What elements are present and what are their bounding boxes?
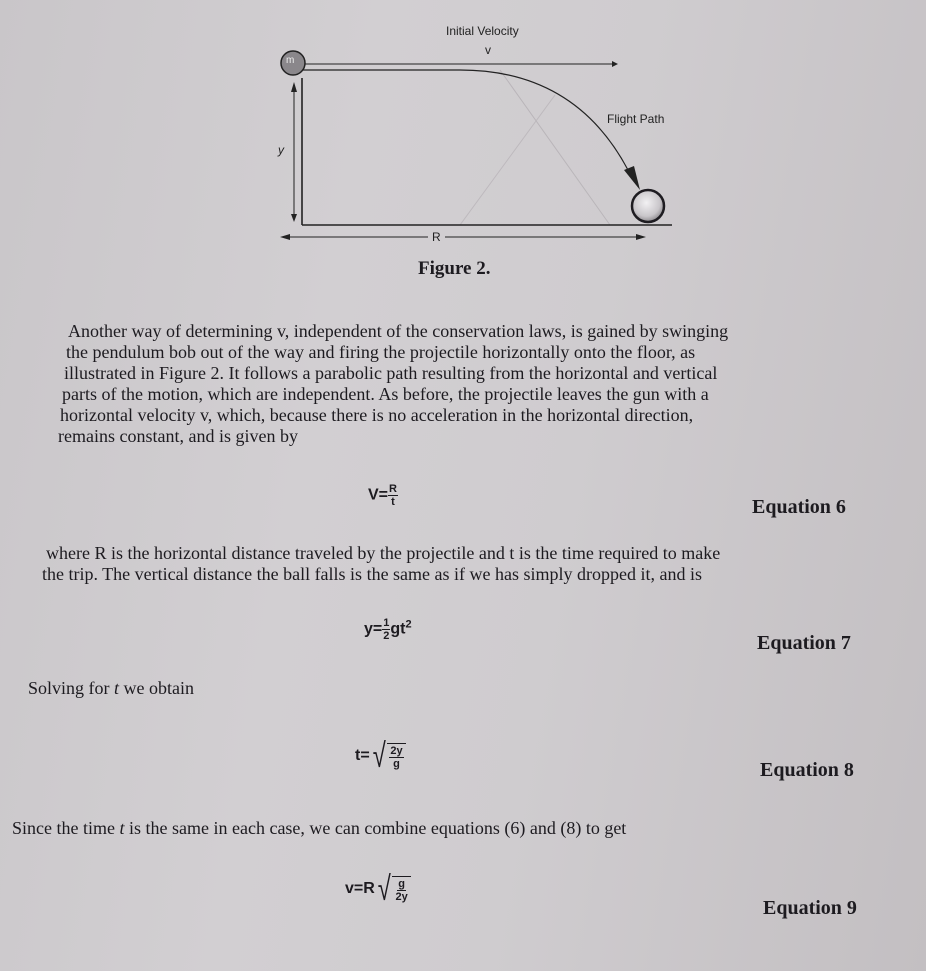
exponent: 2 bbox=[405, 618, 412, 631]
text-line: the pendulum bob out of the way and firing the projectile horizontally onto the floor, as bbox=[66, 342, 696, 362]
fraction-numerator: g bbox=[398, 877, 405, 890]
range-arrow-left-icon bbox=[280, 234, 290, 240]
fraction-denominator: t bbox=[391, 496, 395, 508]
text-line: the trip. The vertical distance the ball falls is the same as if we has simply dropped it, and is bbox=[42, 564, 702, 584]
text-line: horizontal velocity v, which, because there is no acceleration in the horizontal direction, bbox=[60, 405, 694, 425]
velocity-arrowhead-icon bbox=[612, 61, 618, 67]
solving-text bbox=[28, 678, 194, 699]
since-text bbox=[12, 818, 912, 839]
landed-ball-icon bbox=[632, 190, 664, 222]
range-arrow-right-icon bbox=[636, 234, 646, 240]
figure-2 bbox=[0, 0, 926, 290]
equation-8 bbox=[355, 737, 406, 775]
text-line: Another way of determining v, independent of the conservation laws, is gained by swinging bbox=[68, 321, 729, 341]
solving-suffix: we obtain bbox=[119, 678, 195, 698]
square-root bbox=[370, 737, 406, 775]
mass-label: m bbox=[286, 55, 295, 66]
equation-6-label: Equation 6 bbox=[752, 496, 846, 518]
solving-variable: t bbox=[114, 678, 120, 698]
square-root bbox=[375, 870, 411, 908]
text-line: parts of the motion, which are independent. As before, the projectile leaves the gun with a bbox=[62, 384, 709, 404]
equation-6 bbox=[368, 483, 398, 508]
fraction-denominator: 2 bbox=[383, 630, 390, 642]
equation-lhs: V= bbox=[368, 486, 389, 504]
fraction-numerator: 1 bbox=[383, 617, 390, 629]
flight-path-curve bbox=[300, 70, 628, 170]
equation-lhs: v=R bbox=[345, 880, 375, 898]
guide-line bbox=[460, 95, 555, 225]
fraction bbox=[389, 745, 403, 770]
equation-7-label: Equation 7 bbox=[757, 632, 851, 654]
equation-lhs: y= bbox=[364, 620, 383, 638]
height-arrow-down-icon bbox=[291, 214, 297, 222]
equation-rhs: gt bbox=[390, 620, 406, 638]
equation-lhs: t= bbox=[355, 747, 370, 765]
equation-8-label: Equation 8 bbox=[760, 759, 854, 781]
flight-path-label: Flight Path bbox=[607, 112, 665, 126]
radical-icon: √ bbox=[372, 737, 386, 775]
equation-7 bbox=[364, 617, 412, 642]
equation-9-label: Equation 9 bbox=[763, 897, 857, 919]
initial-velocity-label: Initial Velocity bbox=[446, 24, 519, 38]
radical-icon: √ bbox=[377, 870, 391, 908]
since-prefix: Since the time bbox=[12, 818, 120, 838]
fraction-numerator: R bbox=[389, 483, 397, 495]
projectile-diagram bbox=[0, 0, 926, 290]
velocity-symbol: v bbox=[485, 43, 491, 57]
since-suffix: is the same in each case, we can combine equations (6) and (8) to get bbox=[124, 818, 627, 838]
flight-path-arrowhead-icon bbox=[624, 166, 640, 190]
fraction bbox=[394, 878, 408, 903]
height-label: y bbox=[278, 143, 284, 157]
fraction bbox=[388, 483, 398, 508]
text-line: illustrated in Figure 2. It follows a parabolic path resulting from the horizontal and vertical bbox=[64, 363, 718, 383]
paragraph-definitions bbox=[44, 543, 884, 585]
fraction-denominator: g bbox=[393, 757, 400, 770]
since-variable: t bbox=[119, 818, 125, 838]
solving-prefix: Solving for bbox=[28, 678, 115, 698]
range-label: R bbox=[432, 230, 441, 244]
fraction-numerator: 2y bbox=[390, 744, 403, 757]
fraction-denominator: 2y bbox=[395, 890, 408, 903]
equation-9 bbox=[345, 870, 411, 908]
height-arrow-up-icon bbox=[291, 82, 297, 92]
text-line: where R is the horizontal distance traveled by the projectile and t is the time required to make bbox=[46, 543, 721, 563]
text-line: remains constant, and is given by bbox=[58, 426, 298, 446]
paragraph-intro bbox=[58, 321, 862, 447]
figure-caption: Figure 2. bbox=[418, 258, 491, 279]
